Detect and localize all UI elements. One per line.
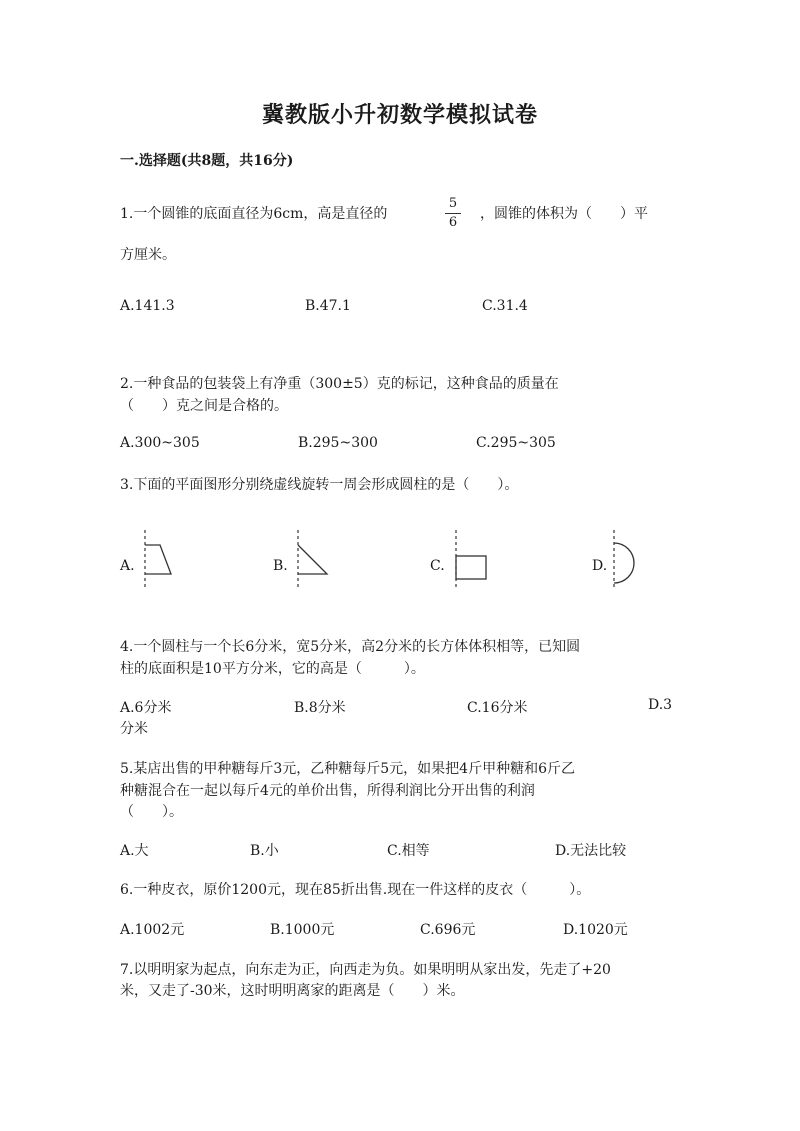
q1-fraction: [443, 197, 463, 230]
q5-line2: 种糖混合在一起以每斤4元的单价出售，所得利润比分开出售的利润: [120, 783, 535, 799]
q1-option-a: A.141.3: [120, 298, 175, 314]
q4-option-b: B.8分米: [294, 700, 346, 716]
q4-option-d: D.3: [648, 697, 673, 713]
q3-option-c: C.: [430, 558, 445, 574]
q6-option-b: B.1000元: [270, 922, 335, 938]
q3-figure-a-trapezoid: [138, 528, 178, 592]
q2-line1: 2.一种食品的包装袋上有净重（300±5）克的标记，这种食品的质量在: [120, 376, 559, 392]
q4-line1: 4.一个圆柱与一个长6分米，宽5分米，高2分米的长方体体积相等，已知圆: [120, 639, 581, 655]
q3-option-a: A.: [120, 558, 135, 574]
q4-option-d-wrap: 分米: [120, 721, 148, 737]
q5-option-a: A.大: [120, 843, 149, 859]
q3-figure-b-triangle: [290, 528, 330, 592]
q3-line1: 3.下面的平面图形分别绕虚线旋转一周会形成圆柱的是（ ）。: [120, 477, 519, 493]
q4-option-a: A.6分米: [120, 700, 172, 716]
q7-line1: 7.以明明家为起点，向东走为正，向西走为负。如果明明从家出发，先走了+20: [120, 962, 611, 978]
q3-option-b: B.: [273, 558, 288, 574]
q3-option-d: D.: [592, 558, 608, 574]
q4-line2: 柱的底面积是10平方分米，它的高是（ ）。: [120, 661, 425, 677]
q2-line2: （ ）克之间是合格的。: [120, 398, 288, 414]
q5-line3: （ ）。: [120, 804, 183, 820]
q4-option-c: C.16分米: [467, 700, 528, 716]
q2-option-b: B.295~300: [298, 435, 378, 451]
q1-line1-end: ，圆锥的体积为（ ）平: [480, 206, 648, 222]
q7-line2: 米，又走了-30米，这时明明离家的距离是（ ）米。: [120, 983, 465, 999]
q5-option-c: C.相等: [387, 843, 430, 859]
q1-option-b: B.47.1: [305, 298, 351, 314]
q1-fraction-bar: [445, 213, 461, 214]
q5-option-d: D.无法比较: [555, 843, 627, 859]
q6-option-d: D.1020元: [563, 922, 628, 938]
q6-option-c: C.696元: [420, 922, 476, 938]
q2-option-c: C.295~305: [476, 435, 556, 451]
q2-option-a: A.300~305: [120, 435, 200, 451]
q5-option-b: B.小: [250, 843, 279, 859]
q6-option-a: A.1002元: [120, 922, 185, 938]
q3-figure-d-semicircle: [606, 528, 646, 592]
page-title: 冀教版小升初数学模拟试卷: [261, 102, 538, 128]
section-heading: 一.选择题(共8题，共16分): [120, 153, 294, 169]
q1-fraction-numerator: 5: [448, 196, 458, 211]
q3-figure-c-rectangle: [450, 528, 490, 592]
q1-option-c: C.31.4: [482, 298, 528, 314]
q1-fraction-denominator: 6: [448, 215, 458, 230]
q1-line2: 方厘米。: [120, 247, 176, 263]
q5-line1: 5.某店出售的甲种糖每斤3元，乙种糖每斤5元，如果把4斤甲种糖和6斤乙: [120, 761, 575, 777]
q6-line1: 6.一种皮衣，原价1200元，现在85折出售.现在一件这样的皮衣（ ）。: [120, 882, 591, 898]
q1-line1-start: 1.一个圆锥的底面直径为6cm，高是直径的: [120, 206, 388, 222]
